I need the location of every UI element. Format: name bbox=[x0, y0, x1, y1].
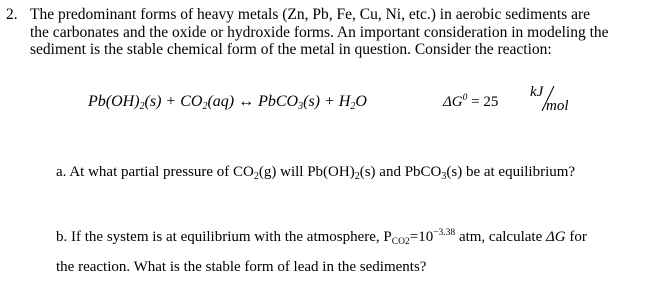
part-a-text-4: (s) be at equilibrium? bbox=[446, 164, 576, 180]
question-number: 2. bbox=[6, 6, 18, 23]
question-intro bbox=[30, 6, 640, 59]
intro-line-3: sediment is the stable chemical form of the metal in question. Consider the reaction: bbox=[30, 41, 552, 58]
part-b-text-2: =10 bbox=[409, 229, 434, 245]
delta-g-unit bbox=[529, 84, 574, 114]
eq-s1: (s) + CO bbox=[144, 93, 203, 110]
delta-g-symbol: ΔG bbox=[443, 94, 463, 110]
delta-g-sup: 0 bbox=[462, 93, 468, 103]
part-b-question-line-1 bbox=[56, 228, 587, 247]
part-a-question bbox=[56, 164, 575, 182]
part-a-text-1: a. At what partial pressure of CO bbox=[56, 164, 254, 180]
reaction-equation bbox=[88, 93, 367, 112]
part-b-text-1: b. If the system is at equilibrium with the atmosphere, P bbox=[56, 229, 392, 245]
unit-numerator: kJ bbox=[530, 84, 544, 100]
part-a-text-3: (s) and PbCO bbox=[359, 164, 442, 180]
unit-denominator: mol bbox=[546, 98, 569, 114]
part-b-delta-g: ΔG bbox=[545, 229, 566, 245]
part-a-text-2: (g) will Pb(OH) bbox=[258, 164, 355, 180]
eq-aq: (aq) ↔ PbCO bbox=[207, 93, 299, 110]
eq-sub-co2: 2 bbox=[202, 101, 208, 112]
intro-line-2: the carbonates and the oxide or hydroxide forms. An important consideration in modeling the bbox=[30, 23, 609, 41]
part-b-text-4: for bbox=[565, 229, 587, 245]
part-b-question-line-2: the reaction. What is the stable form of lead in the sediments? bbox=[56, 259, 427, 275]
part-a-sub-2: 2 bbox=[354, 171, 360, 182]
part-a-sub-1: 2 bbox=[253, 171, 259, 182]
intro-line-1: The predominant forms of heavy metals (Zn, Pb, Fe, Cu, Ni, etc.) in aerobic sediments are bbox=[30, 6, 590, 23]
eq-pb: Pb(OH) bbox=[88, 93, 140, 110]
eq-s2: (s) + H bbox=[303, 93, 351, 110]
delta-g-expression bbox=[443, 93, 498, 111]
delta-g-value: = 25 bbox=[467, 94, 499, 110]
part-b-sub: CO2 bbox=[391, 237, 410, 247]
eq-sub-3: 3 bbox=[298, 101, 304, 112]
part-b-sup: −3.38 bbox=[433, 228, 456, 238]
part-a-sub-3: 3 bbox=[441, 171, 447, 182]
eq-sub-h2: 2 bbox=[350, 101, 356, 112]
eq-o: O bbox=[355, 93, 367, 110]
eq-sub-2: 2 bbox=[139, 101, 145, 112]
part-b-text-3: atm, calculate bbox=[455, 229, 546, 245]
